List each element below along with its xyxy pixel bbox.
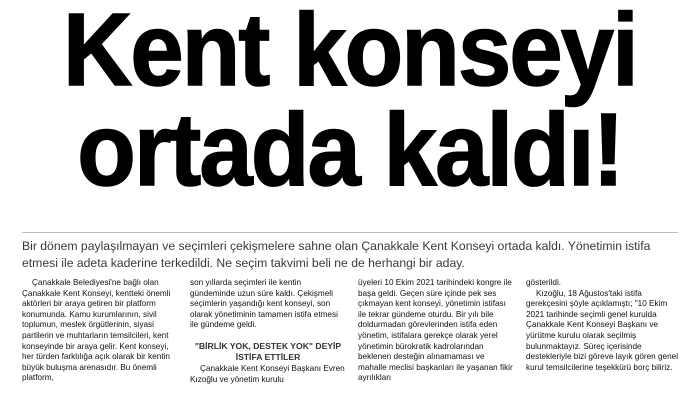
divider (22, 232, 678, 233)
lead-paragraph: Bir dönem paylaşılmayan ve seçimleri çekişmelere sahne olan Çanakkale Kent Konseyi ortada kaldı. Yönetimin istifa etmesi ile adeta kaderine terkedildi. Ne seçim takvimi beli ne de herhangi bir aday. (22, 239, 651, 270)
article-columns (22, 278, 682, 400)
headline (25, 0, 676, 207)
article-column-1 (22, 278, 178, 400)
column-1-paragraph: Çanakkale Belediyesi'ne bağlı olan Çanakkale Kent Konseyi, kentteki önemli aktörleri bir araya getiren bir platform konumunda. Kamu kurumlarının, sivil toplumun, meslek örgütlerinin, siyasi partilerin ve muhtarların temsilcileri, kent konseyinde bir araya gelir. Kent konseyi, her türden farklılığa açık olarak bir kentin büyük buluşma arenasıdır. Bu önemli platform, (22, 278, 171, 383)
section-subheading: "BİRLİK YOK, DESTEK YOK" DEYİP İSTİFA ETTİLER (194, 340, 342, 362)
headline-line-2: ortada kaldı! (77, 92, 623, 207)
article-column-3 (358, 278, 514, 400)
column-4-paragraph-2: Kızoğlu, 18 Ağustos'taki istifa gerekçesini şöyle açıklamıştı; "10 Ekim 2021 tarihinde seçimli genel kurulda Çanakkale Kent Konseyi Başkanı ve yürütme kurulu olarak seçilmiş bulunmaktayız. Süreç içerisinde destekleriyle bizi göreve layık gören genel kurul temsilcilerine teşekkürü borç biliriz. (526, 288, 679, 372)
column-3-paragraph: üyeleri 10 Ekim 2021 tarihindeki kongre ile başa geldi. Geçen süre içinde pek ses çıkmayan kent konseyi, yönetimin istifası ile tekrar gündeme oturdu. Bir yılı bile doldurmadan görevlerinden istifa eden yönetim, istifalara gerekçe olarak yerel yönetimin bürokratik kadrolarından beklenen desteğin alınamaması ve mahalle meclisi başkanları ile yaşanan fikir ayrılıkları (358, 278, 513, 383)
article-column-4 (526, 278, 682, 400)
article-column-2 (190, 278, 346, 400)
column-2-paragraph-1: son yıllarda seçimleri ile kentin gündeminde uzun süre kaldı. Çekişmeli seçimlerin yaşandığı kent konseyi, son olarak yönetiminin tamamen istifa etmesi ile gündeme geldi. (190, 278, 338, 330)
column-2-paragraph-2: Çanakkale Kent Konseyi Başkanı Evren Kızoğlu ve yönetim kurulu (190, 364, 345, 384)
headline-line-1: Kent konseyi (63, 0, 637, 107)
column-4-paragraph-1: gösterildi. (526, 278, 562, 287)
